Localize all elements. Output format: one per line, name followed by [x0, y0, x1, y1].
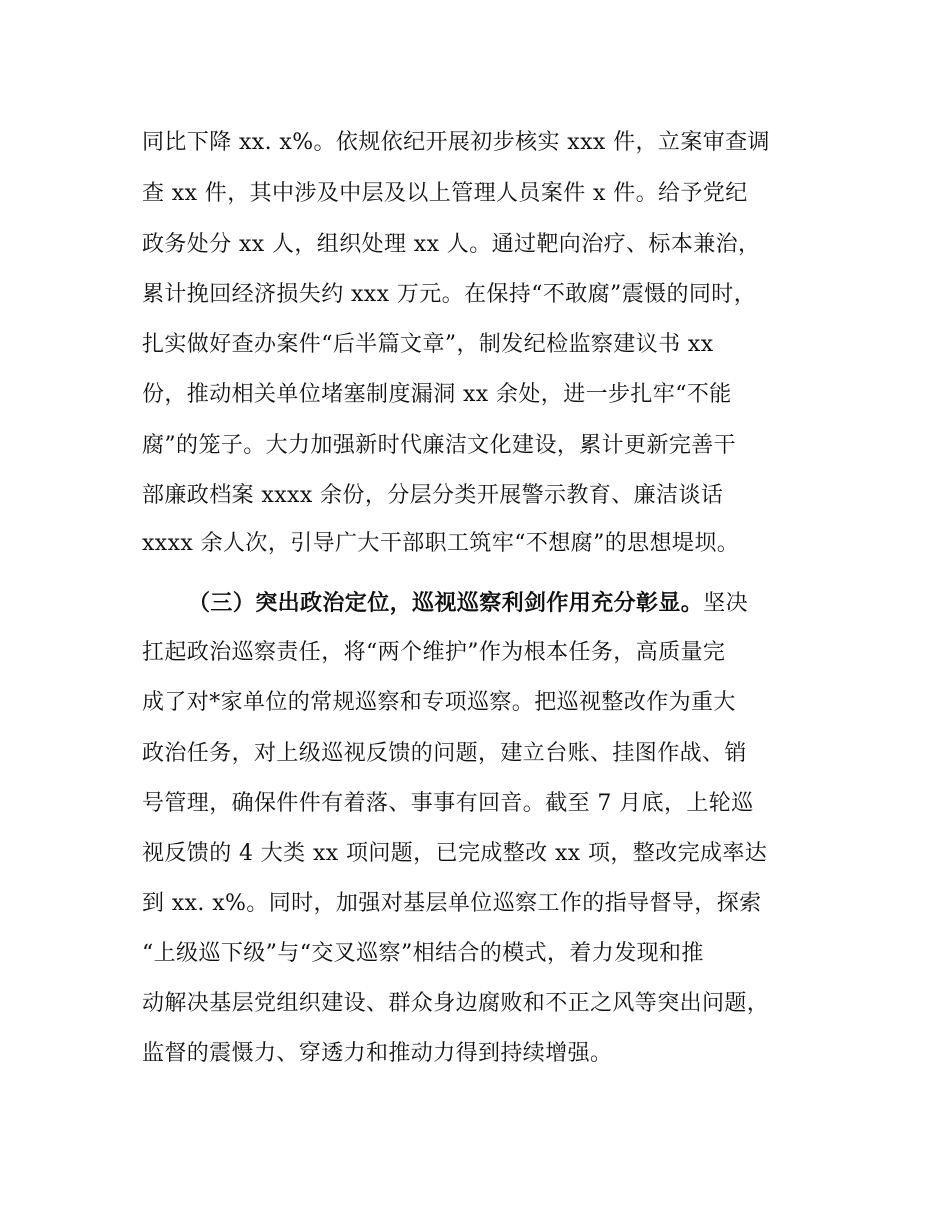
- paragraph-3-line-4: 政治任务，对上级巡视反馈的问题，建立台账、挂图作战、销: [142, 741, 747, 766]
- paragraph-3-line-10: 监督的震慑力、穿透力和推动力得到持续增强。: [142, 1041, 613, 1066]
- paragraph-2-line-8: 部廉政档案 xxxx 余份，分层分类开展警示教育、廉洁谈话: [142, 483, 724, 508]
- paragraph-2-line-2: 查 xx 件，其中涉及中层及以上管理人员案件 x 件。给予党纪: [142, 181, 748, 206]
- paragraph-2-line-6: 份，推动相关单位堵塞制度漏洞 xx 余处，进一步扎牢“不能: [142, 382, 732, 407]
- paragraph-3-line-5: 号管理，确保件件有着落、事事有回音。截至 7 月底，上轮巡: [142, 791, 754, 816]
- paragraph-3-line-2: 扛起政治巡察责任，将“两个维护”作为根本任务，高质量完: [142, 640, 726, 665]
- paragraph-3-line-7: 到 xx. x%。同时，加强对基层单位巡察工作的指导督导，探索: [142, 891, 762, 916]
- paragraph-3-line-6: 视反馈的 4 大类 xx 项问题，已完成整改 xx 项，整改完成率达: [142, 841, 768, 866]
- paragraph-2-line-5: 扎实做好查办案件“后半篇文章”，制发纪检监察建议书 xx: [142, 332, 714, 357]
- paragraph-3-first-line-rest: 坚决: [703, 591, 749, 616]
- section-heading: （三）突出政治定位，巡视巡察利剑作用充分彰显。: [188, 590, 704, 616]
- paragraph-3-line-9: 动解决基层党组织建设、群众身边腐败和不正之风等突出问题，: [142, 991, 770, 1016]
- paragraph-2-line-9: xxxx 余人次，引导广大干部职工筑牢“不想腐”的思想堤坝。: [142, 531, 740, 556]
- paragraph-3-line-8: “上级巡下级”与“交叉巡察”相结合的模式，着力发现和推: [142, 941, 704, 966]
- paragraph-2-line-4: 累计挽回经济损失约 xxx 万元。在保持“不敢腐”震慑的同时，: [142, 282, 757, 307]
- paragraph-3-line-3: 成了对*家单位的常规巡察和专项巡察。把巡视整改作为重大: [142, 690, 736, 715]
- paragraph-2-line-7: 腐”的笼子。大力加强新时代廉洁文化建设，累计更新完善干: [142, 433, 737, 458]
- paragraph-2-line-1: 同比下降 xx. x%。依规依纪开展初步核实 xxx 件，立案审查调: [142, 130, 770, 155]
- paragraph-2-line-3: 政务处分 xx 人，组织处理 xx 人。通过靶向治疗、标本兼治，: [142, 232, 761, 257]
- paragraph-3-first-line: [188, 588, 888, 619]
